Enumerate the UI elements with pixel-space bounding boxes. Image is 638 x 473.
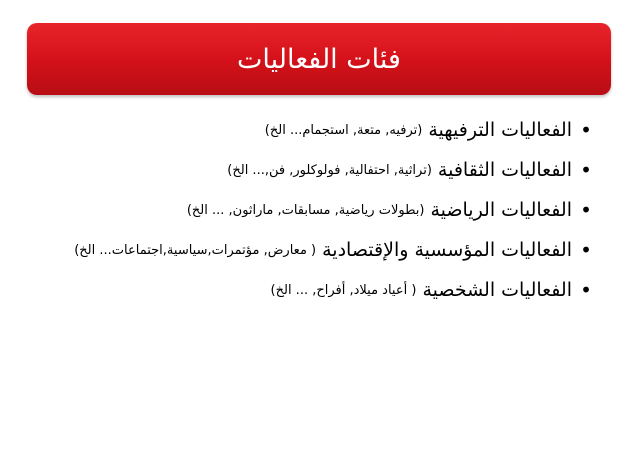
slide-title: فئات الفعاليات <box>237 43 401 75</box>
bullet-main-text: الفعاليات المؤسسية والإقتصادية <box>322 239 572 261</box>
bullet-list <box>0 110 600 310</box>
bullet-icon: • <box>580 278 592 302</box>
bullet-icon: • <box>580 158 592 182</box>
bullet-detail-text: (تراثية, احتفالية, فولوكلور, فن,... الخ) <box>227 162 432 178</box>
bullet-detail-text: ( معارض, مؤتمرات,سياسية,اجتماعات... الخ) <box>74 242 317 258</box>
title-banner <box>27 23 611 95</box>
bullet-main-text: الفعاليات الرياضية <box>430 199 572 221</box>
bullet-detail-text: (بطولات رياضية, مسابقات, ماراثون, ... الخ) <box>186 202 425 218</box>
bullet-item-cultural <box>0 150 600 190</box>
bullet-main-text: الفعاليات الشخصية <box>422 279 572 301</box>
bullet-detail-text: ( أعياد ميلاد, أفراح, ... الخ) <box>270 282 417 298</box>
bullet-icon: • <box>580 198 592 222</box>
bullet-icon: • <box>580 238 592 262</box>
bullet-detail-text: (ترفيه, متعة, استجمام... الخ) <box>264 122 423 138</box>
bullet-item-personal <box>0 270 600 310</box>
bullet-main-text: الفعاليات الثقافية <box>437 159 572 181</box>
bullet-icon: • <box>580 118 592 142</box>
bullet-item-entertainment <box>0 110 600 150</box>
bullet-main-text: الفعاليات الترفيهية <box>428 119 572 141</box>
bullet-item-sports <box>0 190 600 230</box>
bullet-item-corporate <box>0 230 600 270</box>
